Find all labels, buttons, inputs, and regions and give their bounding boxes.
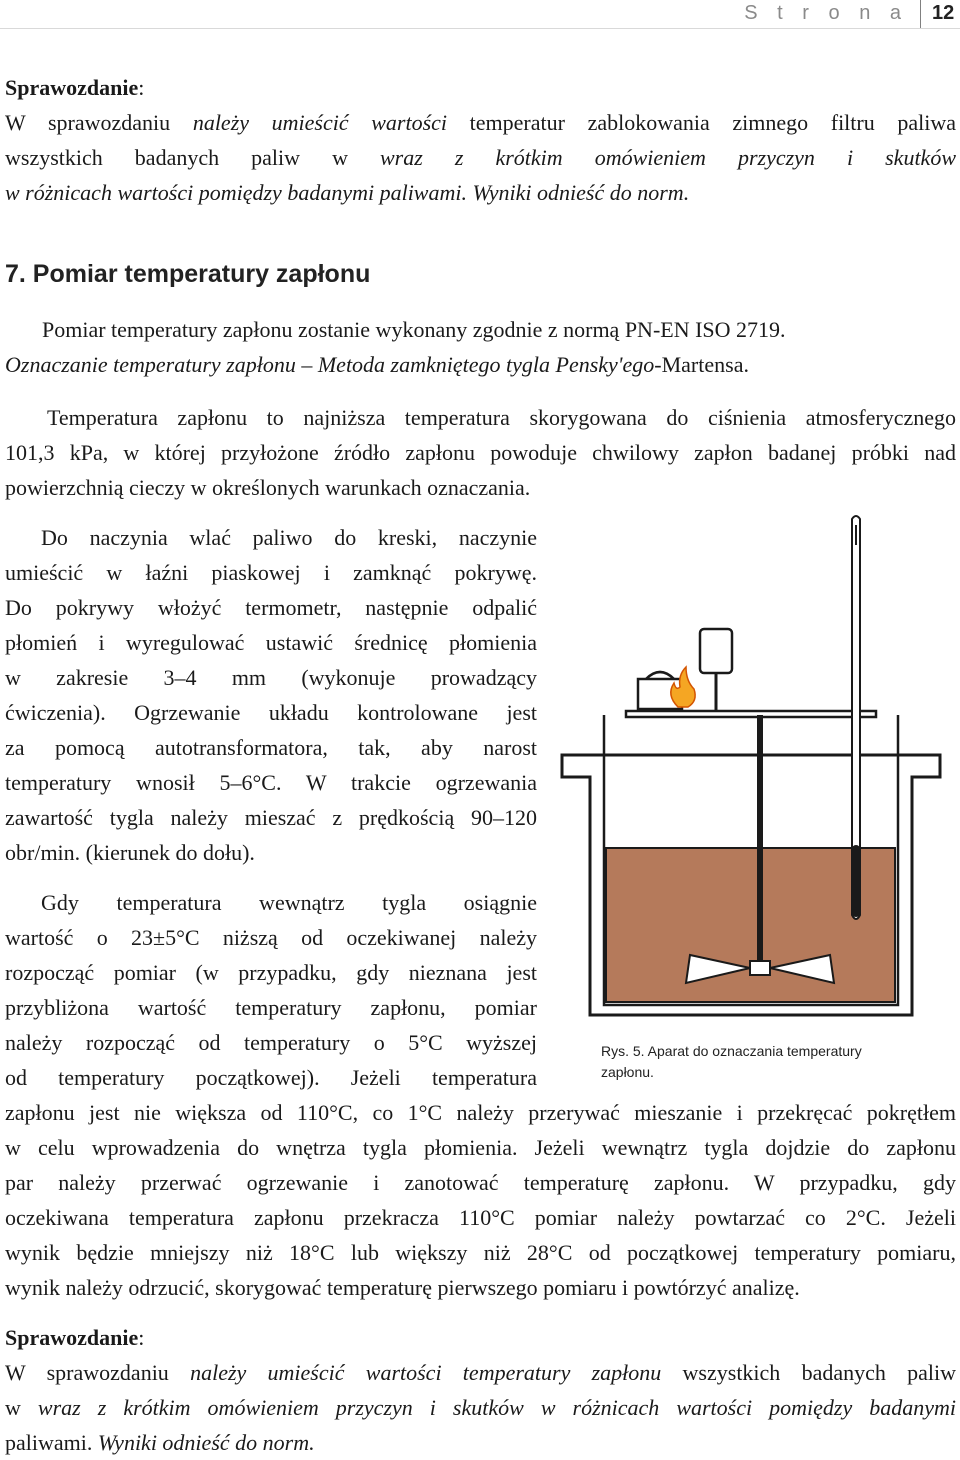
apparatus-diagram [560, 515, 945, 1020]
measurement-line: wynik należy odrzucić, skorygować temperaturę pierwszego pomiaru i powtórzyć analizę. [5, 1275, 800, 1300]
section-heading: 7. Pomiar temperatury zapłonu [5, 260, 371, 288]
procedure-line: w zakresie 3–4 mm (wykonuje prowadzący [5, 665, 537, 690]
intro-paragraph [5, 312, 956, 382]
measurement-line: wartość o 23±5°C niższą od oczekiwanej należy [5, 925, 537, 950]
stirrer-hub [750, 961, 770, 975]
report-line: w wraz z krótkim omówieniem przyczyn i skutków w różnicach wartości pomiędzy badanymi [5, 1395, 957, 1420]
procedure-line: płomień i wyregulować ustawić średnicę płomienia [5, 630, 537, 655]
procedure-line: obr/min. (kierunek do dołu). [5, 840, 255, 865]
header-rule [0, 28, 960, 29]
page-label: S t r o n a [744, 2, 908, 24]
measurement-line: w celu wprowadzenia do wnętrza tygla płomienia. Jeżeli wewnątrz tygla dojdzie do zapłonu [5, 1135, 956, 1160]
measurement-line: rozpocząć pomiar (w przypadku, gdy nieznana jest [5, 960, 537, 985]
definition-line: powierzchnią cieczy w określonych warunkach oznaczania. [5, 475, 531, 500]
report-heading: Sprawozdanie: [5, 75, 145, 100]
cup-lid [626, 711, 876, 717]
stirrer-motor [700, 629, 732, 673]
report-line: wszystkich badanych paliw w wraz z krótkim omówieniem przyczyn i skutków [5, 145, 956, 170]
procedure-line: umieścić w łaźni piaskowej i zamknąć pokrywę. [5, 560, 537, 585]
measurement-line: zapłonu jest nie większa od 110°C, co 1°C należy przerywać mieszanie i przekręcać pokrętłem [5, 1100, 956, 1125]
report-heading: Sprawozdanie: [5, 1325, 145, 1350]
measurement-line: od temperatury początkowej). Jeżeli temperatura [5, 1065, 537, 1090]
definition-line: 101,3 kPa, w której przyłożone źródło zapłonu powoduje chwilowy zapłon badanej próbki nad [5, 440, 956, 465]
measurement-line: Gdy temperatura wewnątrz tygla osiągnie [41, 890, 537, 915]
caption-line: zapłonu. [601, 1064, 654, 1080]
procedure-line: Do naczynia wlać paliwo do kreski, naczynie [41, 525, 537, 550]
procedure-line: ćwiczenia). Ogrzewanie układu kontrolowane jest [5, 700, 537, 725]
report-line: paliwami. Wyniki odnieść do norm. [5, 1430, 315, 1455]
measurement-line: przybliżona wartość temperatury zapłonu, pomiar [5, 995, 537, 1020]
report-section-2 [5, 1320, 956, 1460]
measurement-paragraph-full [5, 1095, 956, 1305]
measurement-line: oczekiwana temperatura zapłonu przekracza 110°C pomiar należy powtarzać co 2°C. Jeżeli [5, 1205, 956, 1230]
procedure-line: temperatury wnosił 5–6°C. W trakcie ogrzewania [5, 770, 537, 795]
measurement-line: wynik będzie mniejszy niż 18°C lub większy niż 28°C od początkowej temperatury pomiaru, [5, 1240, 956, 1265]
figure-caption [601, 1041, 931, 1083]
report-line: W sprawozdaniu należy umieścić wartości temperatur zablokowania zimnego filtru paliwa [5, 110, 956, 135]
measurement-line: par należy przerwać ogrzewanie i zanotować temperaturę zapłonu. W przypadku, gdy [5, 1170, 956, 1195]
definition-paragraph [5, 400, 956, 505]
procedure-paragraph [5, 520, 537, 870]
intro-line: Pomiar temperatury zapłonu zostanie wykonany zgodnie z normą PN-EN ISO 2719. [42, 317, 786, 342]
caption-line: Rys. 5. Aparat do oznaczania temperatury [601, 1043, 862, 1059]
flame-icon [671, 667, 695, 707]
page-number: 12 [932, 2, 955, 24]
report-section-1 [5, 70, 956, 210]
procedure-line: za pomocą autotransformatora, tak, aby narost [5, 735, 537, 760]
measurement-paragraph-column [5, 885, 537, 1095]
measurement-line: należy rozpocząć od temperatury o 5°C wyższej [5, 1030, 537, 1055]
procedure-line: zawartość tygla należy mieszać z prędkością 90–120 [5, 805, 537, 830]
definition-line: Temperatura zapłonu to najniższa temperatura skorygowana do ciśnienia atmosferycznego [47, 405, 956, 430]
intro-line: Oznaczanie temperatury zapłonu – Metoda zamkniętego tygla Pensky'ego-Martensa. [5, 352, 749, 377]
page-header [0, 0, 960, 28]
apparatus-figure [560, 515, 945, 1020]
header-divider [920, 0, 921, 28]
report-line: W sprawozdaniu należy umieścić wartości temperatury zapłonu wszystkich badanych paliw [5, 1360, 956, 1385]
report-line: w różnicach wartości pomiędzy badanymi paliwami. Wyniki odnieść do norm. [5, 180, 690, 205]
thermometer-bulb [852, 845, 860, 917]
procedure-line: Do pokrywy włożyć termometr, następnie odpalić [5, 595, 537, 620]
